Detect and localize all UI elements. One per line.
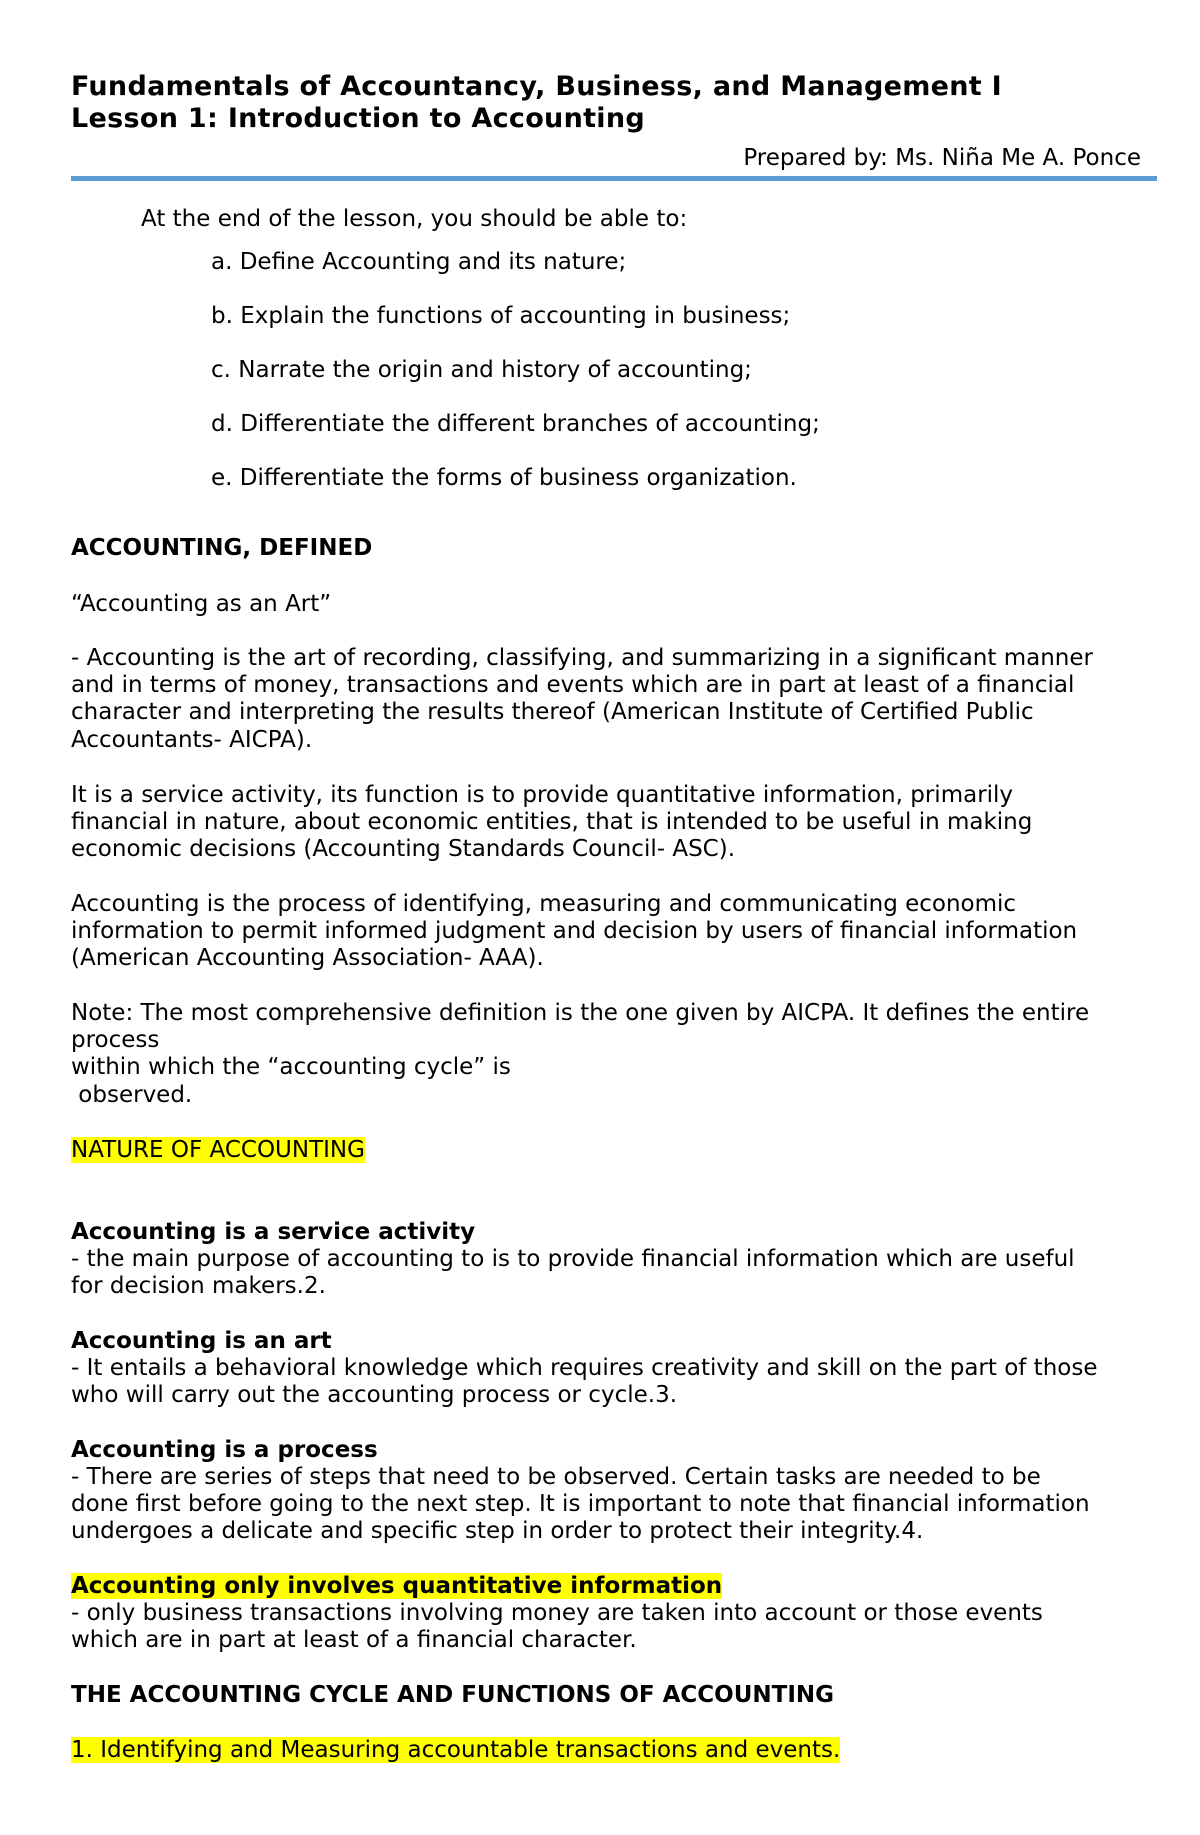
accounting-as-art-subheading: “Accounting as an Art” <box>71 591 332 617</box>
objective-item: e. Differentiate the forms of business organization. <box>211 465 797 491</box>
nature-item-line: - It entails a behavioral knowledge which requires creativity and skill on the part of those <box>71 1355 1098 1381</box>
nature-item-title: Accounting is an art <box>71 1328 332 1354</box>
nature-item-line: - There are series of steps that need to be observed. Certain tasks are needed to be <box>71 1464 1041 1490</box>
header-rule <box>71 176 1157 181</box>
objective-item: b. Explain the functions of accounting in business; <box>211 303 791 329</box>
objective-item: d. Differentiate the different branches of accounting; <box>211 411 820 437</box>
asc-definition-line: financial in nature, about economic entities, that is intended to be useful in making <box>71 809 1033 835</box>
nature-item-title: Accounting is a process <box>71 1437 378 1463</box>
objectives-intro: At the end of the lesson, you should be able to: <box>141 206 688 232</box>
nature-item-line: which are in part at least of a financial character. <box>71 1627 637 1653</box>
nature-item-line: - only business transactions involving money are taken into account or those events <box>71 1600 1043 1626</box>
lesson-title: Lesson 1: Introduction to Accounting <box>71 103 646 134</box>
nature-heading-highlight: NATURE OF ACCOUNTING <box>71 1137 365 1163</box>
aaa-definition-line: information to permit informed judgment and decision by users of financial information <box>71 918 1078 944</box>
section-heading-accounting-defined: ACCOUNTING, DEFINED <box>71 535 373 561</box>
note-line: process <box>71 1027 160 1053</box>
cycle-item-highlight: 1. Identifying and Measuring accountable transactions and events. <box>71 1737 841 1763</box>
section-heading-nature <box>71 1137 365 1165</box>
aicpa-definition-line: Accountants- AICPA). <box>71 727 313 753</box>
objective-item: a. Define Accounting and its nature; <box>211 249 627 275</box>
nature-item-title: Accounting is a service activity <box>71 1219 476 1245</box>
asc-definition-line: It is a service activity, its function is to provide quantitative information, primarily <box>71 782 1014 808</box>
aicpa-definition-line: and in terms of money, transactions and events which are in part at least of a financial <box>71 672 1075 698</box>
aaa-definition-line: Accounting is the process of identifying, measuring and communicating economic <box>71 891 1017 917</box>
quantitative-title-highlight: Accounting only involves quantitative information <box>71 1573 723 1599</box>
nature-item-line: for decision makers.2. <box>71 1273 326 1299</box>
objective-item: c. Narrate the origin and history of accounting; <box>211 357 752 383</box>
nature-item-title <box>71 1573 722 1601</box>
aicpa-definition-line: character and interpreting the results thereof (American Institute of Certified Public <box>71 699 1034 725</box>
note-line: Note: The most comprehensive definition is the one given by AICPA. It defines the entire <box>71 1000 1090 1026</box>
section-heading-accounting-cycle: THE ACCOUNTING CYCLE AND FUNCTIONS OF ACCOUNTING <box>71 1682 835 1708</box>
cycle-item <box>71 1737 840 1765</box>
aicpa-definition-line: - Accounting is the art of recording, classifying, and summarizing in a significant manner <box>71 645 1093 671</box>
course-title: Fundamentals of Accountancy, Business, and Management I <box>71 71 1003 102</box>
asc-definition-line: economic decisions (Accounting Standards Council- ASC). <box>71 836 736 862</box>
note-line: within which the “accounting cycle” is <box>71 1054 511 1080</box>
note-line: observed. <box>71 1082 193 1108</box>
nature-item-line: done first before going to the next step. It is important to note that financial information <box>71 1491 1090 1517</box>
prepared-by: Prepared by: Ms. Niña Me A. Ponce <box>743 145 1141 171</box>
nature-item-line: undergoes a delicate and specific step in order to protect their integrity.4. <box>71 1518 924 1544</box>
aaa-definition-line: (American Accounting Association- AAA). <box>71 945 544 971</box>
nature-item-line: who will carry out the accounting process or cycle.3. <box>71 1382 678 1408</box>
nature-item-line: - the main purpose of accounting to is to provide financial information which are useful <box>71 1246 1075 1272</box>
